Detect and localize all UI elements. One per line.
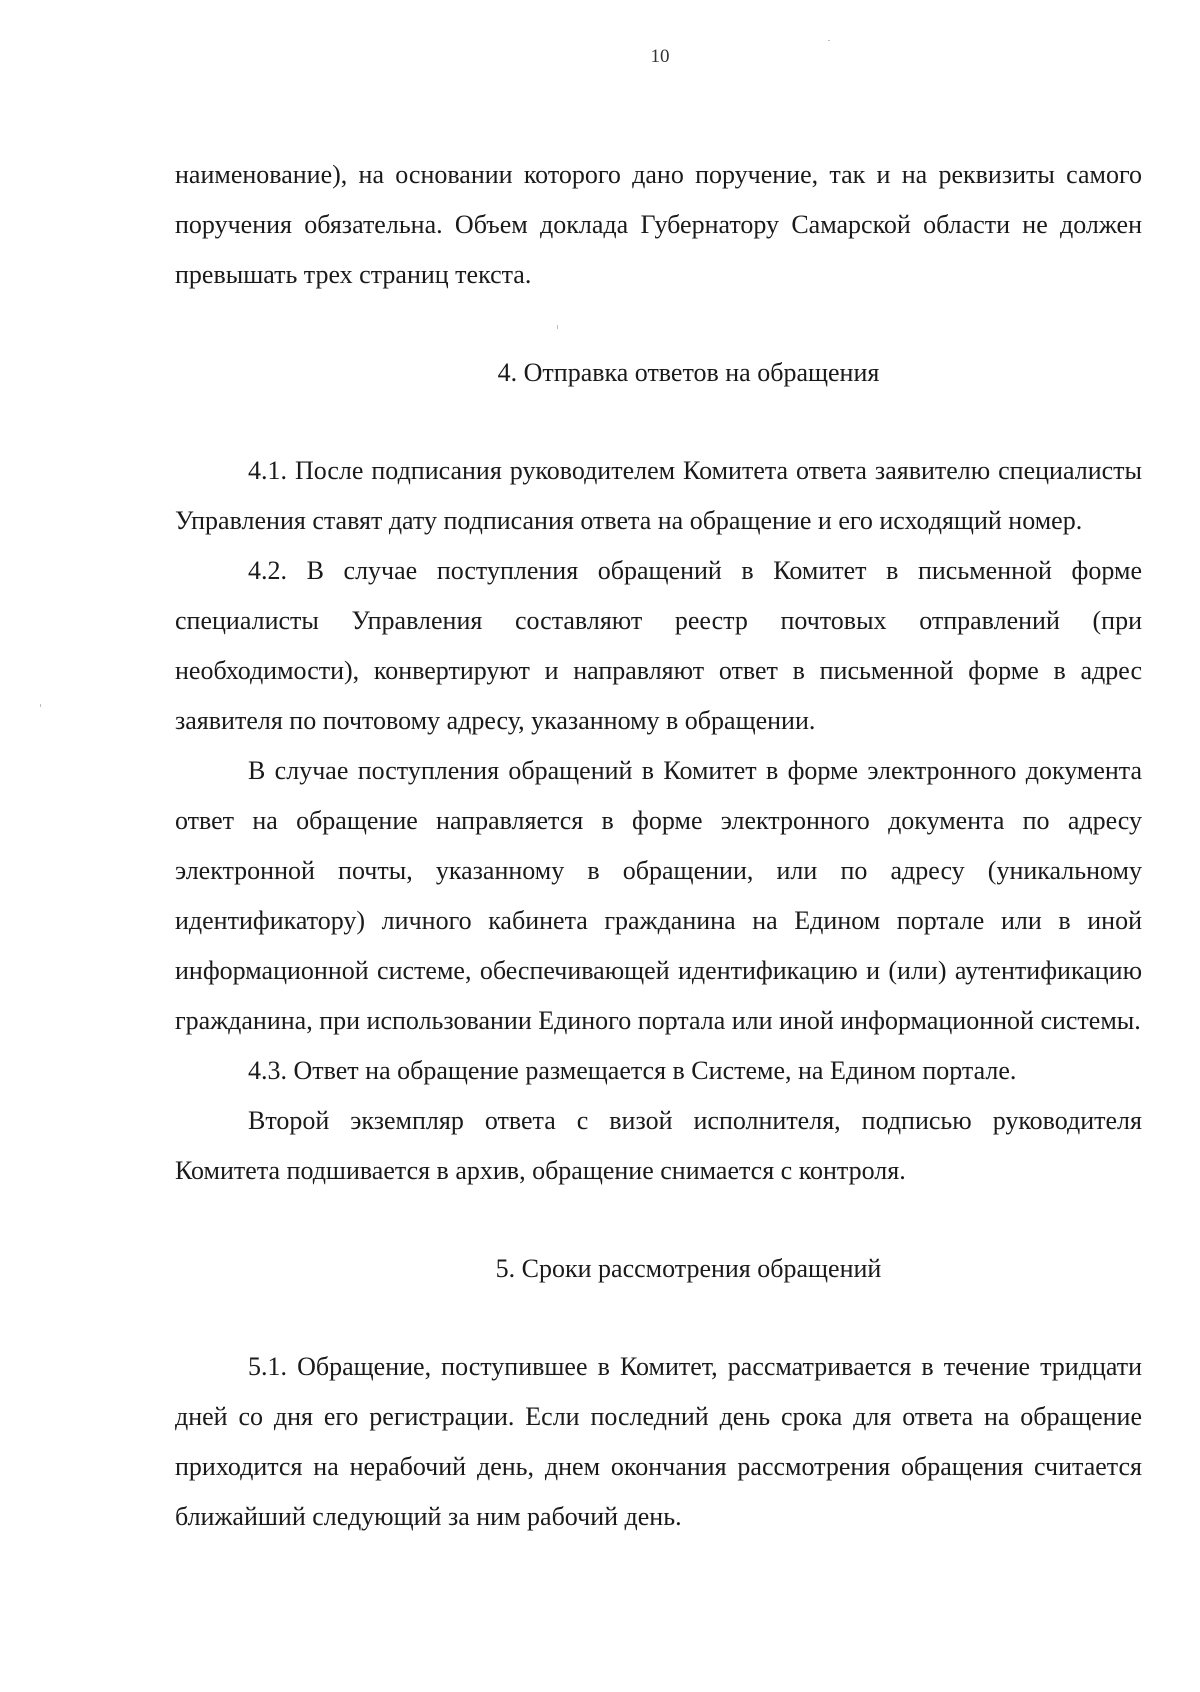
scan-artifact <box>828 40 830 41</box>
section-5-heading: 5. Сроки рассмотрения обращений <box>495 1254 882 1283</box>
intro-paragraph: наименование), на основании которого дано поручение, так и на реквизиты самого поручения обязательна. Объем доклада Губернатору Самарской области не должен превышать трех страниц текста. <box>175 160 1142 289</box>
document-body <box>175 150 1142 1542</box>
scan-artifact <box>40 704 41 707</box>
section-4-paragraph-4-1: 4.1. После подписания руководителем Комитета ответа заявителю специалисты Управления ставят дату подписания ответа на обращение и его исходящий номер. <box>175 456 1142 535</box>
section-4-paragraph-archive: Второй экземпляр ответа с визой исполнителя, подписью руководителя Комитета подшивается в архив, обращение снимается с контроля. <box>175 1106 1142 1185</box>
section-5-paragraph-5-1: 5.1. Обращение, поступившее в Комитет, рассматривается в течение тридцати дней со дня его регистрации. Если последний день срока для ответа на обращение приходится на нерабочий день, днем окончания рассмотрения обращения считается ближайший следующий за ним рабочий день. <box>175 1352 1142 1531</box>
section-4-paragraph-electronic: В случае поступления обращений в Комитет в форме электронного документа ответ на обращение направляется в форме электронного документа по адресу электронной почты, указанному в обращении, или по адресу (уникальному идентификатору) личного кабинета гражданина на Едином портале или в иной информационной системе, обеспечивающей идентификацию и (или) аутентификацию гражданина, при использовании Единого портала или иной информационной системы. <box>175 756 1142 1035</box>
page-number: 10 <box>650 46 670 67</box>
scan-artifact <box>557 325 558 329</box>
section-4-heading: 4. Отправка ответов на обращения <box>497 358 880 387</box>
section-4-paragraph-4-2: 4.2. В случае поступления обращений в Комитет в письменной форме специалисты Управления составляют реестр почтовых отправлений (при необходимости), конвертируют и направляют ответ в письменной форме в адрес заявителя по почтовому адресу, указанному в обращении. <box>175 556 1142 735</box>
section-4-paragraph-4-3: 4.3. Ответ на обращение размещается в Системе, на Едином портале. <box>248 1056 1017 1085</box>
